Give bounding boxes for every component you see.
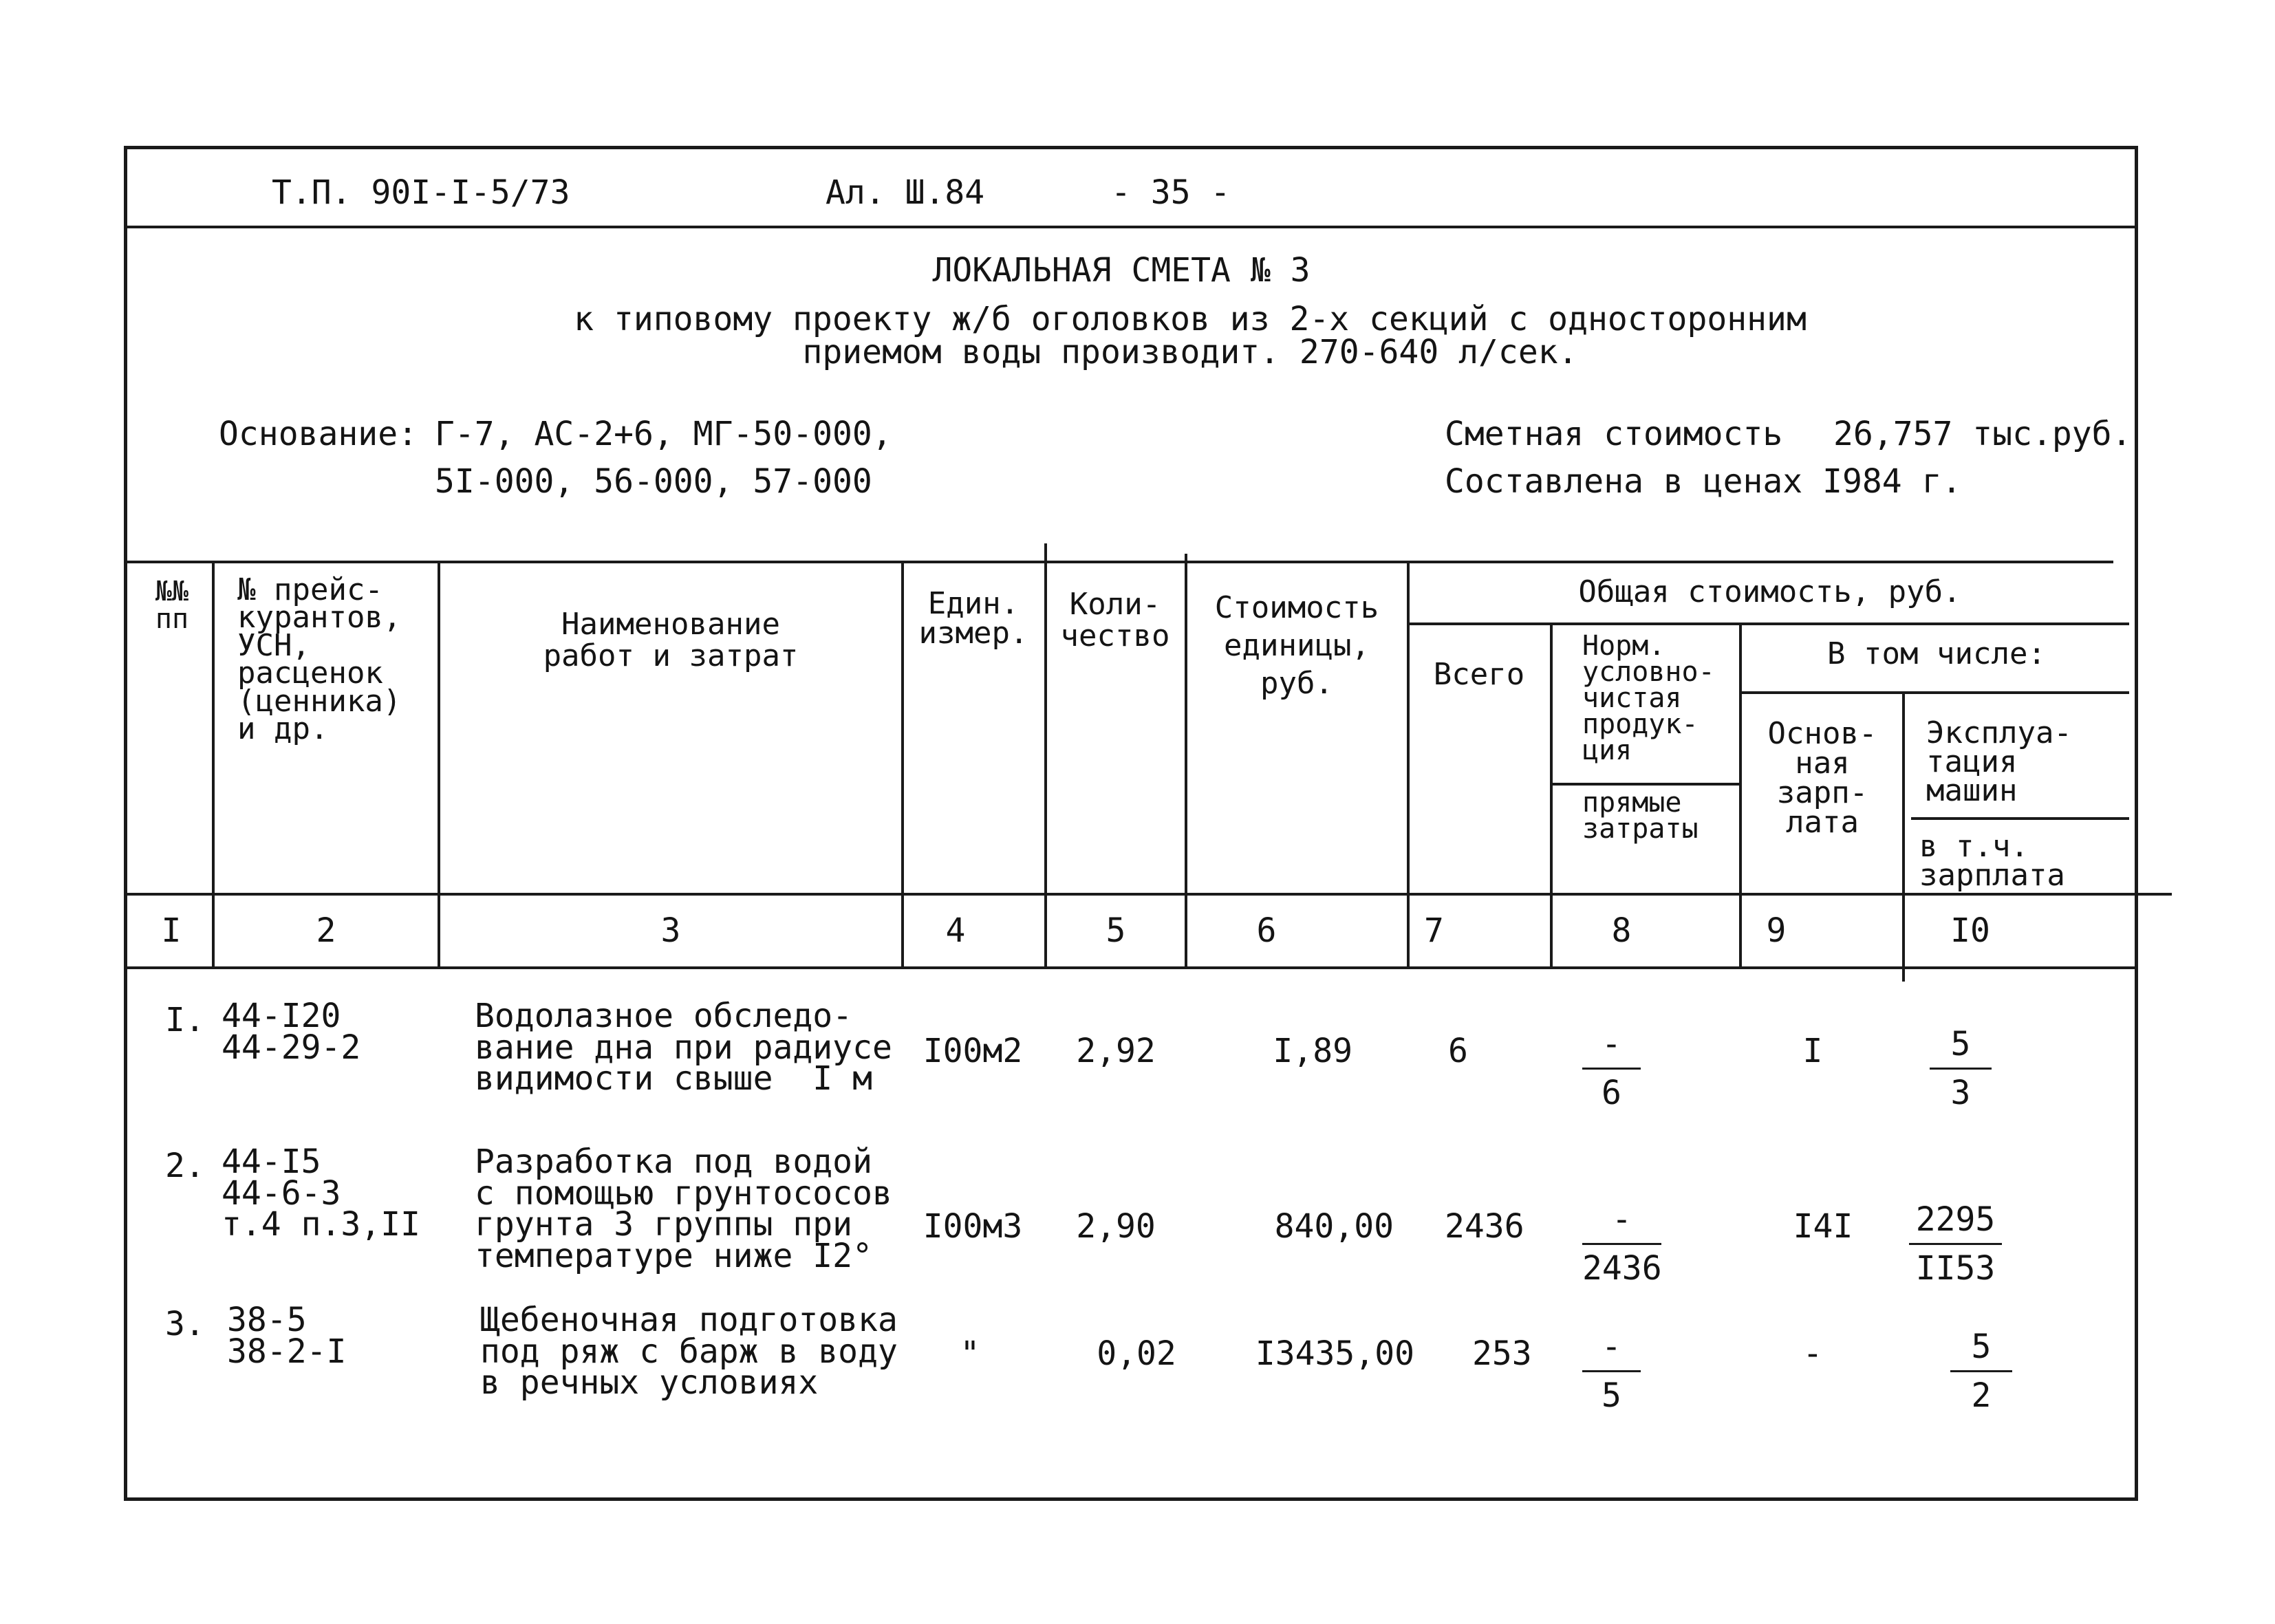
col-header-machines: Эксплуа- тация машин: [1926, 715, 2072, 808]
col-number-1: I: [161, 911, 182, 950]
row3-c10-fraction: [1950, 1328, 2012, 1415]
header-album: Ал. Ш.84: [826, 173, 985, 212]
col-number-5: 5: [1106, 911, 1126, 950]
row2-base-salary: I4I: [1793, 1207, 1853, 1246]
row3-c8-fraction: [1582, 1328, 1641, 1415]
row1-c10-top: 5: [1950, 1025, 1971, 1063]
document-subtitle-line1: к типовому проекту ж/б оголовков из 2-х секций с односторонним: [574, 300, 1807, 338]
header-page-number: - 35 -: [1111, 173, 1231, 212]
row1-c8-top: -: [1602, 1025, 1621, 1063]
col-header-unit: Един. измер.: [918, 586, 1028, 651]
row1-base-salary: I: [1802, 1032, 1823, 1070]
col-number-7: 7: [1424, 911, 1444, 950]
col-header-direct-costs: прямые затраты: [1582, 787, 1699, 845]
col-header-codes: № прейс- курантов, УСН, расценок (ценника) и др.: [237, 572, 402, 747]
document-subtitle-line2: приемом воды производит. 270-640 л/сек.: [802, 333, 1578, 371]
col-number-9: 9: [1766, 911, 1787, 950]
row3-c8-bar: [1582, 1370, 1641, 1372]
col-header-total: Всего: [1433, 657, 1525, 692]
row1-num: I.: [165, 1001, 205, 1039]
col-number-2: 2: [316, 911, 336, 950]
row1-price: I,89: [1273, 1032, 1352, 1070]
row3-c8-top: -: [1602, 1328, 1621, 1366]
col-number-8: 8: [1611, 911, 1632, 950]
row2-c10-bottom: II53: [1915, 1249, 1996, 1288]
row2-codes: 44-I5 44-6-3 т.4 п.3,II: [222, 1143, 420, 1244]
document-title: ЛОКАЛЬНАЯ СМЕТА № 3: [932, 251, 1311, 290]
row1-total: 6: [1448, 1032, 1468, 1070]
row1-c10-bar: [1930, 1068, 1992, 1070]
row3-c10-top: 5: [1971, 1328, 1992, 1366]
col-header-name: Наименование работ и затрат: [543, 607, 799, 674]
row3-price: I3435,00: [1255, 1334, 1414, 1373]
col10-split-line: [1911, 817, 2129, 820]
row1-c10-bottom: 3: [1950, 1074, 1971, 1112]
row3-codes: 38-5 38-2-I: [227, 1301, 347, 1371]
incl-header-line: [1740, 691, 2129, 694]
col-header-total-group: Общая стоимость, руб.: [1578, 574, 1961, 609]
col-header-price: Стоимость единицы, руб.: [1214, 590, 1379, 701]
col-sep-2: [438, 561, 440, 968]
col-sep-3: [901, 561, 904, 968]
col-header-norm-production: Норм. условно- чистая продук- ция: [1582, 630, 1715, 766]
cost-label: Сметная стоимость: [1445, 415, 1783, 453]
row3-name: Щебеночная подготовка под ряж с барж в воду в речных условиях: [480, 1301, 898, 1403]
col-number-10: I0: [1950, 911, 1990, 950]
header-bottom-line: [125, 893, 2172, 896]
row1-c10-fraction: [1930, 1025, 1992, 1112]
col-sep-5: [1185, 554, 1187, 968]
col-header-machines-salary: в т.ч. зарплата: [1919, 829, 2065, 893]
row1-codes: 44-I20 44-29-2: [222, 997, 361, 1067]
col-number-3: 3: [660, 911, 681, 950]
row1-c8-bar: [1582, 1068, 1641, 1070]
row2-c8-bottom: 2436: [1582, 1249, 1662, 1288]
group-header-line: [1407, 622, 2129, 625]
header-tp: Т.П. 90I-I-5/73: [272, 173, 570, 212]
row2-c10-fraction: [1909, 1200, 2002, 1288]
col-sep-6: [1407, 561, 1410, 968]
row2-total: 2436: [1445, 1207, 1524, 1246]
row2-unit: I00м3: [923, 1207, 1023, 1246]
row3-c10-bar: [1950, 1370, 2012, 1372]
row1-qty: 2,92: [1076, 1032, 1156, 1070]
basis-line2: 5I-000, 56-000, 57-000: [435, 462, 872, 501]
row3-unit: ": [960, 1334, 980, 1373]
row3-num: 3.: [165, 1305, 205, 1343]
row1-c8-fraction: [1582, 1025, 1641, 1112]
row3-c8-bottom: 5: [1602, 1376, 1621, 1415]
col-header-base-salary: Основ- ная зарп- лата: [1767, 716, 1877, 841]
col-header-qty: Коли- чество: [1060, 587, 1170, 654]
row3-qty: 0,02: [1097, 1334, 1176, 1373]
row1-c8-bottom: 6: [1602, 1074, 1621, 1112]
row1-unit: I00м2: [923, 1032, 1023, 1070]
col-numbers-bottom-line: [125, 966, 2137, 969]
row2-price: 840,00: [1274, 1207, 1394, 1246]
row2-name: Разработка под водой с помощью грунтососов грунта 3 группы при температуре ниже I2°: [475, 1143, 892, 1275]
basis-line1: Г-7, АС-2+6, МГ-50-000,: [435, 415, 892, 453]
basis-label: Основание:: [219, 415, 418, 453]
col-header-num: №№ пп: [155, 576, 189, 635]
col8-split-line: [1551, 783, 1740, 786]
row3-c10-bottom: 2: [1971, 1376, 1992, 1415]
row1-name: Водолазное обследо- вание дна при радиусе видимости свыше I м: [475, 997, 892, 1098]
row2-c8-top: -: [1612, 1200, 1632, 1239]
row3-total: 253: [1472, 1334, 1532, 1373]
col-sep-1: [212, 561, 215, 968]
row2-qty: 2,90: [1076, 1207, 1156, 1246]
row2-c10-top: 2295: [1915, 1200, 1996, 1239]
table-top-line: [125, 561, 2113, 563]
col-number-4: 4: [945, 911, 966, 950]
cost-value: 26,757 тыс.руб.: [1833, 415, 2132, 453]
row3-base-salary: -: [1802, 1334, 1823, 1373]
col-number-6: 6: [1256, 911, 1277, 950]
row2-num: 2.: [165, 1147, 205, 1185]
row2-c8-fraction: [1582, 1200, 1661, 1288]
col-header-including: В том числе:: [1827, 636, 2046, 671]
row2-c8-bar: [1582, 1243, 1661, 1245]
row2-c10-bar: [1909, 1243, 2002, 1245]
header-divider: [125, 226, 2137, 228]
cost-prices: Составлена в ценах I984 г.: [1445, 462, 1962, 501]
